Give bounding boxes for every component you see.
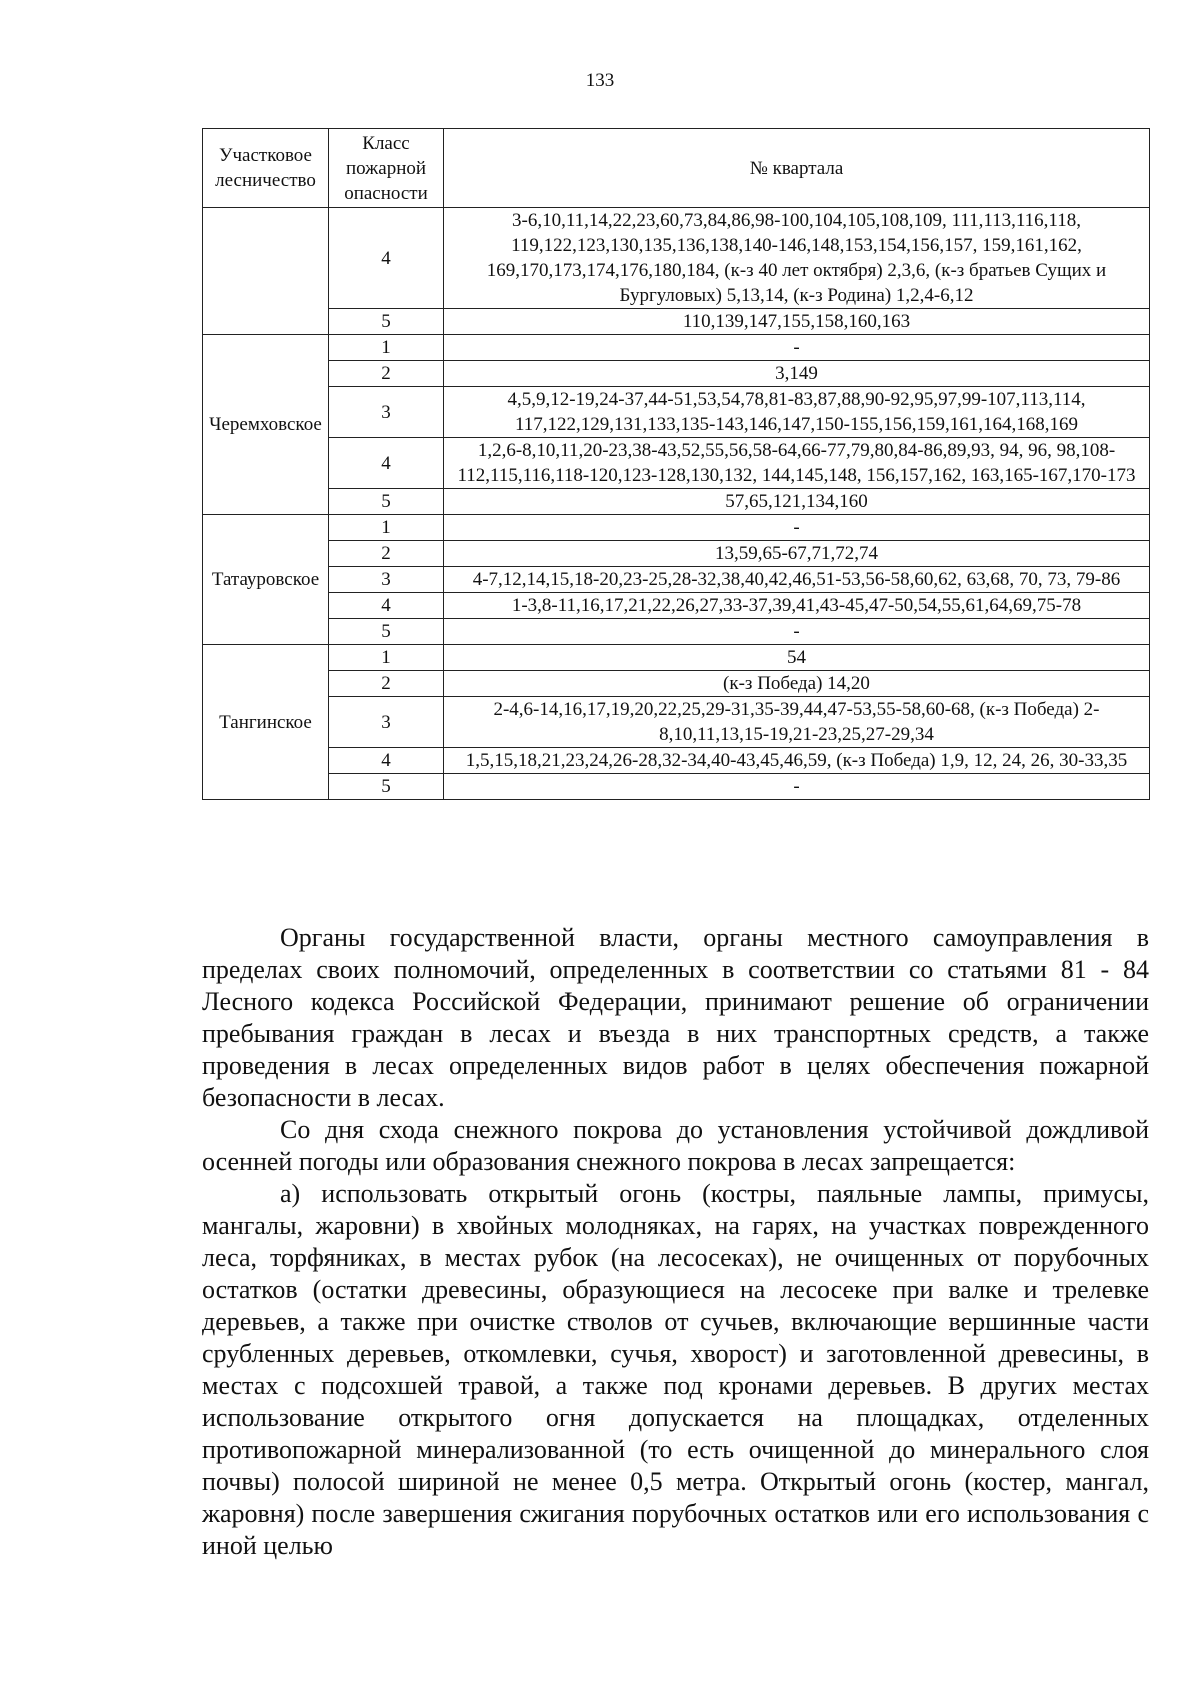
quarters-cell: - (444, 619, 1150, 645)
table-row (203, 619, 1150, 645)
quarters-cell: 3-6,10,11,14,22,23,60,73,84,86,98-100,104,105,108,109, 111,113,116,118, 119,122,123,130,135,136,138,140-146,148,153,154,156,157, 159,161,162, 169,170,173,174,176,180,184, (к-з 40 лет октября) 2,3,6, (к-з братьев Сущих и Бургуловых) 5,13,14, (к-з Родина) 1,2,4-6,12 (444, 208, 1150, 309)
quarters-cell: 110,139,147,155,158,160,163 (444, 309, 1150, 335)
fire-class-cell: 2 (329, 541, 444, 567)
fire-danger-table (202, 128, 1150, 800)
fire-class-cell: 2 (329, 671, 444, 697)
fire-class-cell: 5 (329, 619, 444, 645)
quarters-cell: - (444, 335, 1150, 361)
table-row (203, 541, 1150, 567)
page-number: 133 (585, 70, 615, 91)
header-fire-class: Класс пожарной опасности (329, 129, 444, 208)
fire-class-cell: 3 (329, 697, 444, 748)
forestry-name: Черемховское (203, 335, 329, 515)
quarters-cell: 3,149 (444, 361, 1150, 387)
table-row (203, 671, 1150, 697)
table-row (203, 489, 1150, 515)
table-row (203, 335, 1150, 361)
fire-class-cell: 3 (329, 387, 444, 438)
table-body (203, 208, 1150, 800)
quarters-cell: 2-4,6-14,16,17,19,20,22,25,29-31,35-39,44,47-53,55-58,60-68, (к-з Победа) 2-8,10,11,13,15-19,21-23,25,27-29,34 (444, 697, 1150, 748)
quarters-cell: 1,2,6-8,10,11,20-23,38-43,52,55,56,58-64,66-77,79,80,84-86,89,93, 94, 96, 98,108-112,115,116,118-120,123-128,130,132, 144,145,148, 156,157,162, 163,165-167,170-173 (444, 438, 1150, 489)
paragraph: а) использовать открытый огонь (костры, паяльные лампы, примусы, мангалы, жаровни) в хвойных молодняках, на гарях, на участках поврежденного леса, торфяниках, в местах рубок (на лесосеках), не очищенных от порубочных остатков (остатки древесины, образующиеся на лесосеке при валке и трелевке деревьев, а также при очистке стволов от сучьев, включающие вершинные части срубленных деревьев, откомлевки, сучья, хворост) и заготовленной древесины, в местах с подсохшей травой, а также под кронами деревьев. В других местах использование открытого огня допускается на площадках, отделенных противопожарной минерализованной (то есть очищенной до минерального слоя почвы) полосой шириной не менее 0,5 метра. Открытый огонь (костер, мангал, жаровня) после завершения сжигания порубочных остатков или его использования с иной целью (202, 1179, 1149, 1560)
fire-class-cell: 4 (329, 593, 444, 619)
table-row (203, 697, 1150, 748)
fire-class-cell: 4 (329, 438, 444, 489)
table-row (203, 208, 1150, 309)
fire-class-cell: 5 (329, 309, 444, 335)
fire-class-cell: 2 (329, 361, 444, 387)
fire-class-cell: 4 (329, 208, 444, 309)
header-quarter: № квартала (444, 129, 1150, 208)
table-row (203, 593, 1150, 619)
quarters-cell: 57,65,121,134,160 (444, 489, 1150, 515)
paragraph: Органы государственной власти, органы местного самоуправления в пределах своих полномочий, определенных в соответствии со статьями 81 - 84 Лесного кодекса Российской Федерации, принимают решение об ограничении пребывания граждан в лесах и въезда в них транспортных средств, а также проведения в лесах определенных видов работ в целях обеспечения пожарной безопасности в лесах. (202, 923, 1149, 1112)
quarters-cell: 1,5,15,18,21,23,24,26-28,32-34,40-43,45,46,59, (к-з Победа) 1,9, 12, 24, 26, 30-33,35 (444, 748, 1150, 774)
header-forestry: Участковое лесничество (203, 129, 329, 208)
fire-class-cell: 4 (329, 748, 444, 774)
table-row (203, 387, 1150, 438)
forestry-name: Тангинское (203, 645, 329, 800)
quarters-cell: 4,5,9,12-19,24-37,44-51,53,54,78,81-83,87,88,90-92,95,97,99-107,113,114, 117,122,129,131,133,135-143,146,147,150-155,156,159,161,164,168,169 (444, 387, 1150, 438)
quarters-cell: 13,59,65-67,71,72,74 (444, 541, 1150, 567)
table-row (203, 309, 1150, 335)
table-row (203, 567, 1150, 593)
body-text (202, 922, 1149, 1562)
fire-class-cell: 1 (329, 515, 444, 541)
quarters-cell: 1-3,8-11,16,17,21,22,26,27,33-37,39,41,43-45,47-50,54,55,61,64,69,75-78 (444, 593, 1150, 619)
fire-class-cell: 5 (329, 774, 444, 800)
quarters-cell: 54 (444, 645, 1150, 671)
table-row (203, 515, 1150, 541)
quarters-cell: - (444, 515, 1150, 541)
fire-class-cell: 3 (329, 567, 444, 593)
fire-class-cell: 1 (329, 335, 444, 361)
table-row (203, 645, 1150, 671)
table-row (203, 361, 1150, 387)
quarters-cell: (к-з Победа) 14,20 (444, 671, 1150, 697)
table-row (203, 774, 1150, 800)
table-row (203, 438, 1150, 489)
forestry-name (203, 208, 329, 335)
quarters-cell: 4-7,12,14,15,18-20,23-25,28-32,38,40,42,46,51-53,56-58,60,62, 63,68, 70, 73, 79-86 (444, 567, 1150, 593)
table-header-row (203, 129, 1150, 208)
fire-class-cell: 5 (329, 489, 444, 515)
forestry-name: Татауровское (203, 515, 329, 645)
quarters-cell: - (444, 774, 1150, 800)
fire-class-cell: 1 (329, 645, 444, 671)
table-row (203, 748, 1150, 774)
paragraph: Со дня схода снежного покрова до установления устойчивой дождливой осенней погоды или образования снежного покрова в лесах запрещается: (202, 1115, 1149, 1176)
